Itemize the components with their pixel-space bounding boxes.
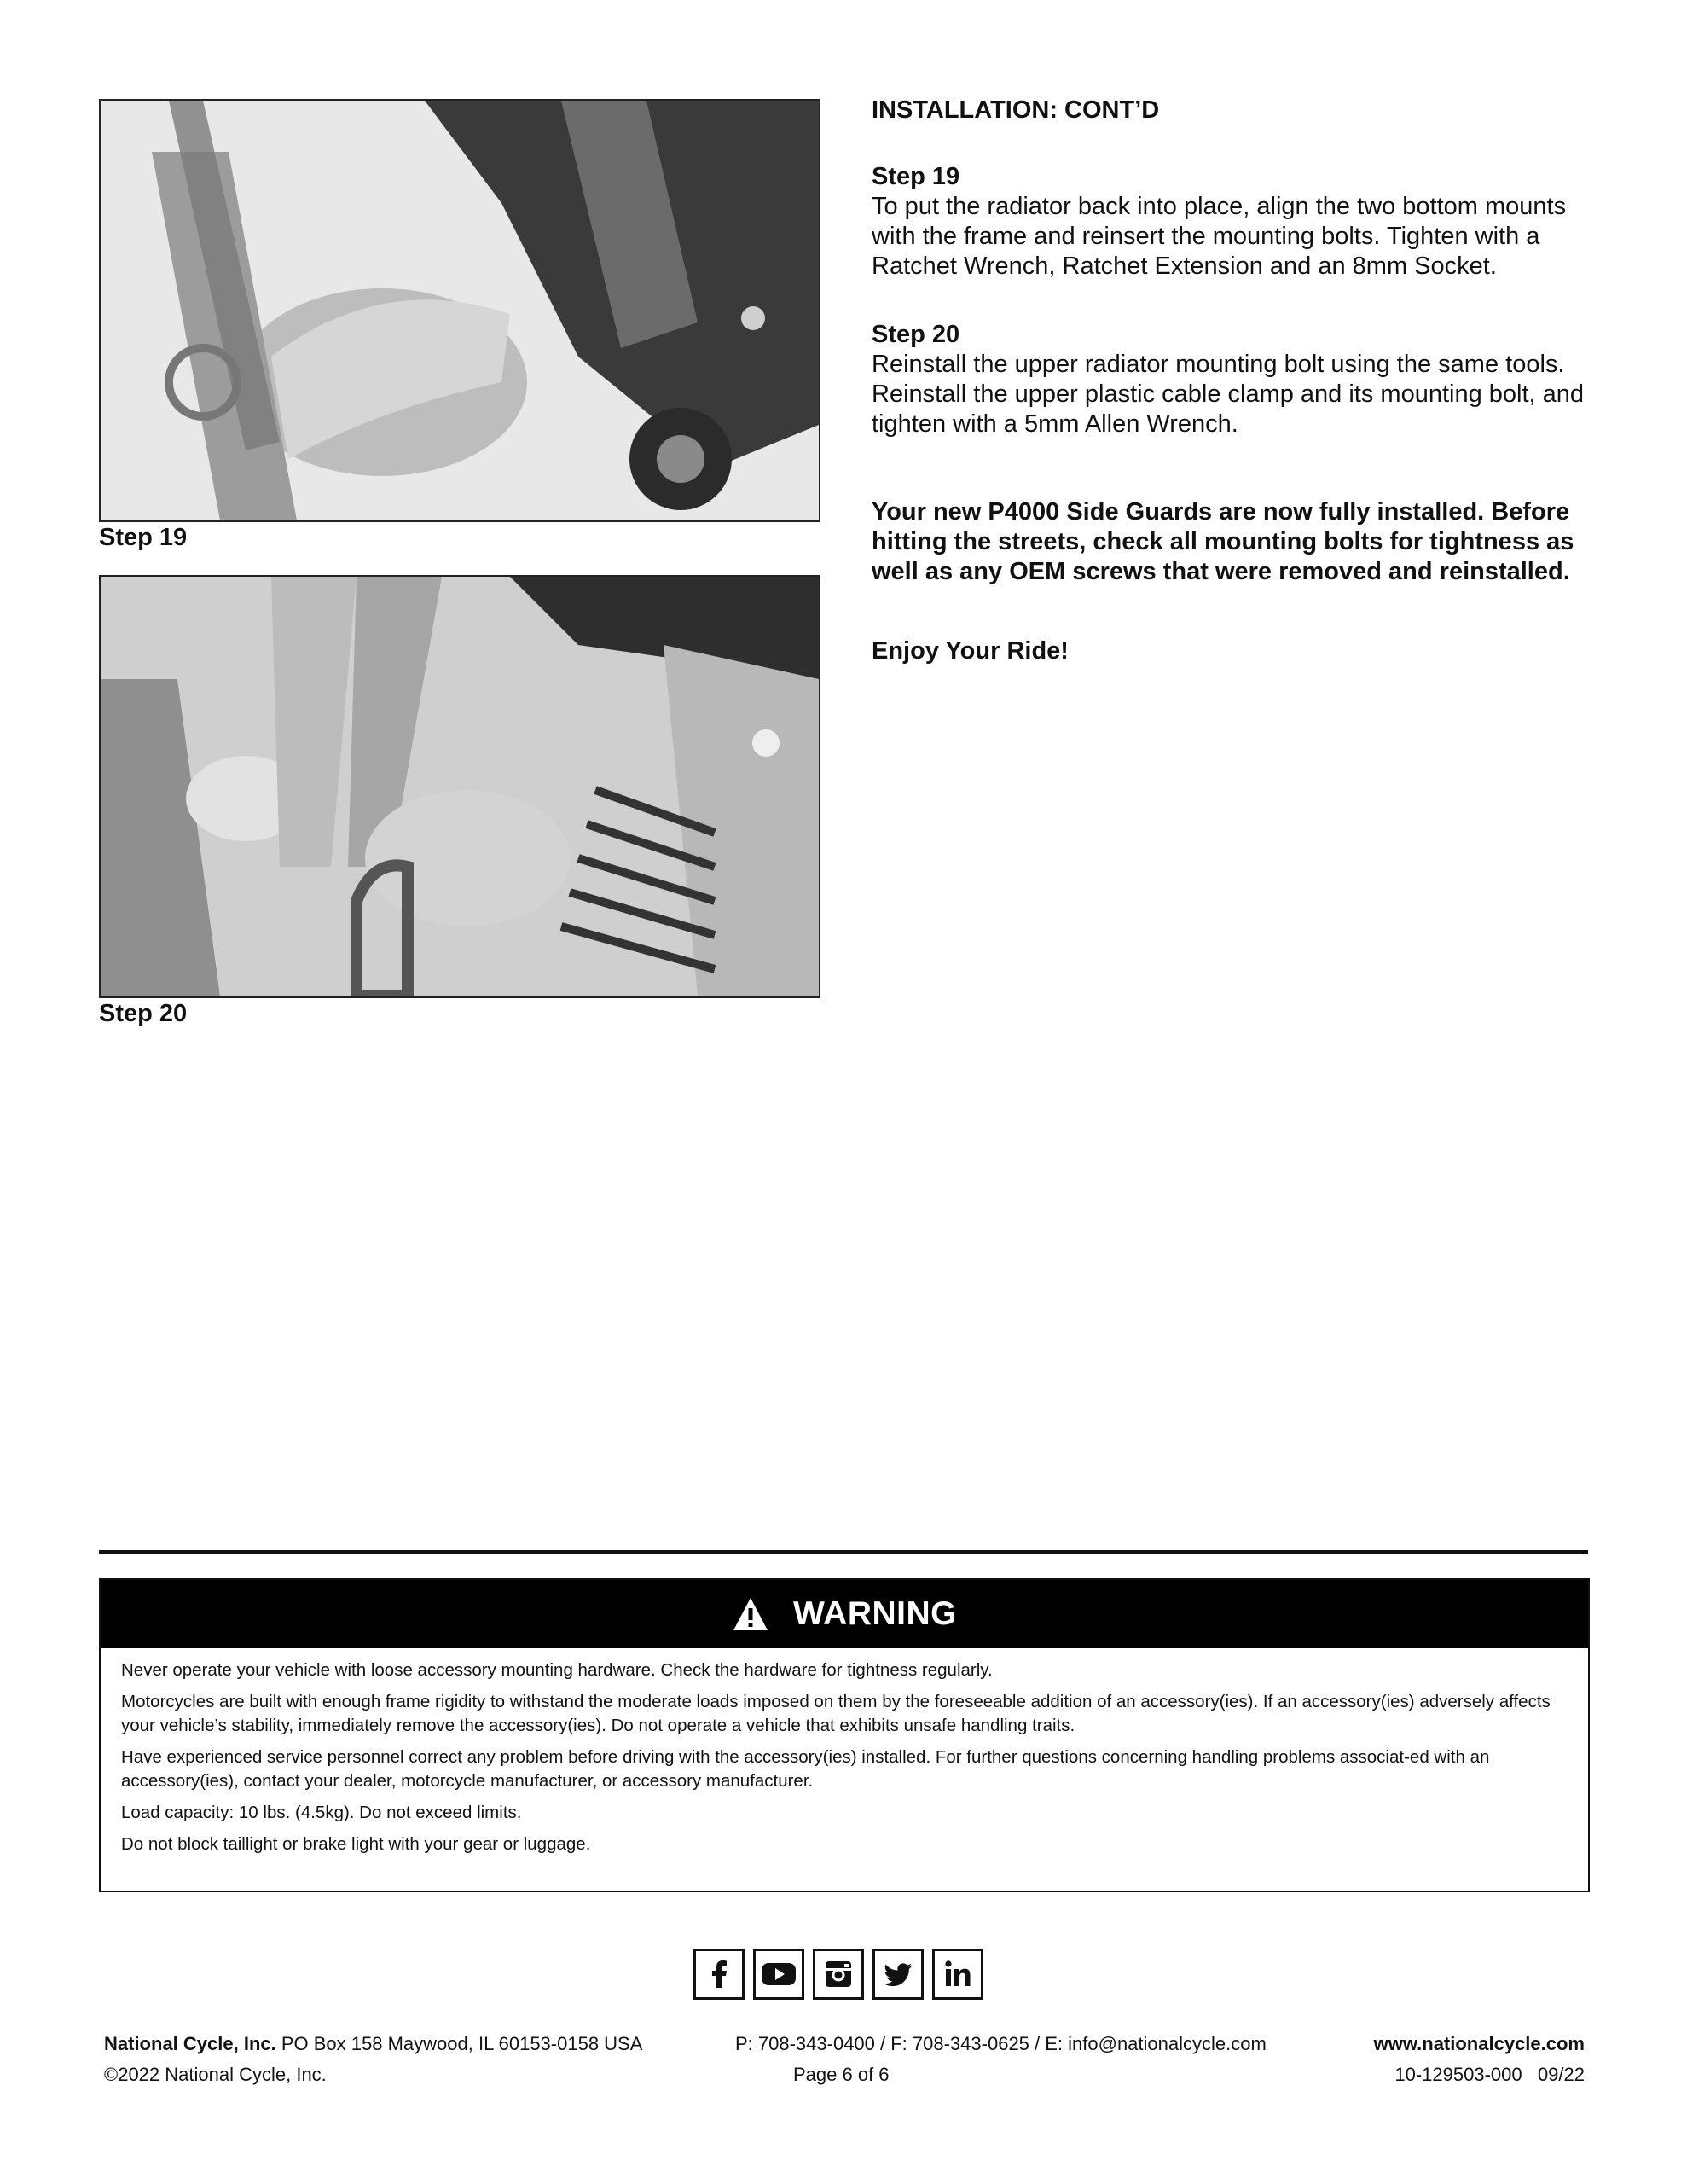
step-19-block <box>872 162 1605 282</box>
step-title: Step 19 <box>872 163 960 190</box>
step20-photo <box>99 575 820 998</box>
facebook-icon[interactable] <box>693 1949 745 2000</box>
company-name: National Cycle, Inc. <box>104 2033 276 2054</box>
youtube-icon[interactable] <box>753 1949 804 2000</box>
contact-info: P: 708-343-0400 / F: 708-343-0625 / E: info@nationalcycle.com <box>735 2033 1267 2054</box>
step19-caption: Step 19 <box>99 524 188 551</box>
twitter-icon[interactable] <box>872 1949 924 2000</box>
step-text: To put the radiator back into place, align the two bottom mounts with the frame and reinsert the mounting bolts. Tighten with a Ratchet Wrench, Ratchet Extension and an 8mm Socket. <box>872 193 1567 280</box>
divider <box>99 1550 1588 1554</box>
company-address <box>104 2033 642 2055</box>
page-number: Page 6 of 6 <box>793 2064 890 2085</box>
step19-photo-illustration <box>101 101 819 520</box>
address: PO Box 158 Maywood, IL 60153-0158 USA <box>275 2033 643 2054</box>
step20-caption: Step 20 <box>99 1000 188 1027</box>
step19-photo <box>99 99 820 522</box>
step-title: Step 20 <box>872 321 960 348</box>
warning-header <box>101 1580 1588 1648</box>
warning-paragraph: Load capacity: 10 lbs. (4.5kg). Do not exceed limits. <box>121 1803 522 1822</box>
warning-box <box>99 1578 1590 1892</box>
warning-paragraph: Never operate your vehicle with loose accessory mounting hardware. Check the hardware for tightness regularly. <box>121 1660 993 1680</box>
website-link[interactable]: www.nationalcycle.com <box>1373 2033 1585 2054</box>
warning-title: WARNING <box>793 1595 957 1632</box>
warning-paragraph: Do not block taillight or brake light with your gear or luggage. <box>121 1834 591 1854</box>
step20-photo-illustration <box>101 577 819 996</box>
installation-complete-note: Your new P4000 Side Guards are now fully installed. Before hitting the streets, check all mounting bolts for tightness as well as any OEM screws that were removed and reinstalled. <box>872 498 1574 585</box>
linkedin-icon[interactable] <box>932 1949 983 2000</box>
closing-line: Enjoy Your Ride! <box>872 637 1069 665</box>
copyright: ©2022 National Cycle, Inc. <box>104 2064 327 2085</box>
warning-triangle-icon <box>732 1596 769 1632</box>
warning-paragraph: Motorcycles are built with enough frame rigidity to withstand the moderate loads imposed on them by the foreseeable addition of an accessory(ies). If an accessory(ies) adversely affects your vehicle’s stability, immediately remove the accessory(ies). Do not operate a vehicle that exhibits unsafe handling traits. <box>121 1692 1551 1735</box>
warning-paragraph: Have experienced service personnel correct any problem before driving with the accessory(ies) installed. For further questions concerning handling problems associat-ed with an accessory(ies), contact your dealer, motorcycle manufacturer, or accessory manufacturer. <box>121 1747 1490 1791</box>
step-20-block <box>872 320 1605 439</box>
warning-body <box>101 1648 1588 1856</box>
step-text: Reinstall the upper radiator mounting bolt using the same tools. Reinstall the upper plastic cable clamp and its mounting bolt, and tighten with a 5mm Allen Wrench. <box>872 351 1585 438</box>
section-heading: INSTALLATION: CONT’D <box>872 96 1160 124</box>
social-links <box>693 1949 983 2000</box>
instagram-icon[interactable] <box>813 1949 864 2000</box>
instructions-column <box>872 96 1605 666</box>
document-number: 10-129503-000 09/22 <box>1394 2064 1585 2085</box>
